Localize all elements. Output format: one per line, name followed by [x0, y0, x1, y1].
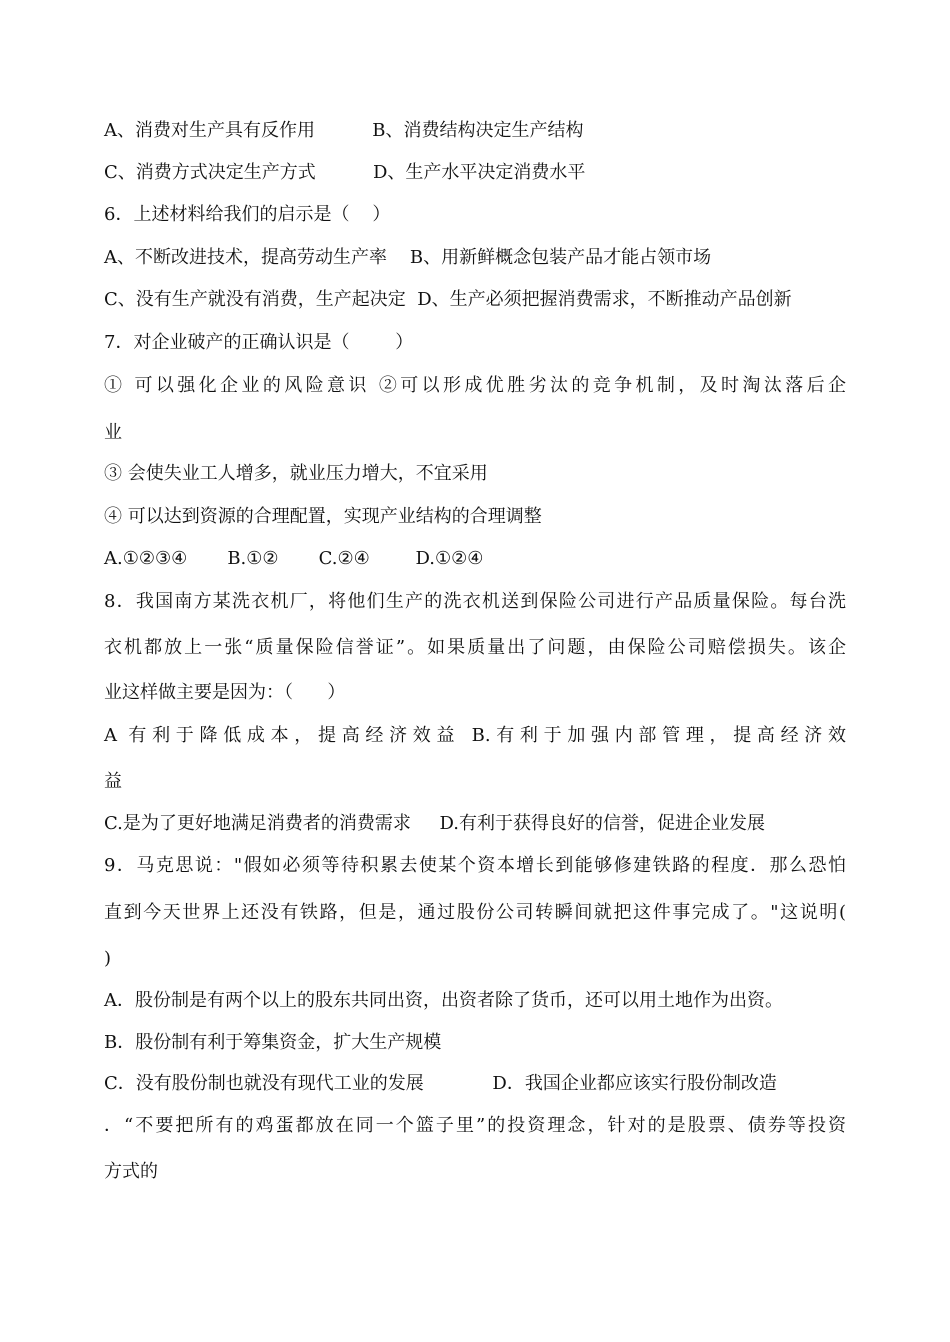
question-8-line3: 业这样做主要是因为：（ ） [104, 682, 346, 703]
question-7: 7．对企业破产的正确认识是（ ） [104, 332, 414, 353]
question-9-line3: ) [104, 948, 112, 969]
question-9-line2: 直到今天世界上还没有铁路，但是，通过股份公司转瞬间就把这件事完成了。"这说明( [104, 902, 846, 923]
option-line-6b: C、没有生产就没有消费，生产起决定 D、生产必须把握消费需求，不断推动产品创新 [104, 289, 792, 310]
question-8-line2: 衣机都放上一张“质量保险信誉证”。如果质量出了问题，由保险公司赔偿损失。该企 [104, 637, 846, 658]
question-9-line1: 9．马克思说："假如必须等待积累去使某个资本增长到能够修建铁路的程度．那么恐怕 [104, 855, 846, 876]
statement-7-3: ③ 会使失业工人增多，就业压力增大，不宜采用 [104, 463, 488, 484]
option-line-5a: A、消费对生产具有反作用 B、消费结构决定生产结构 [104, 120, 584, 141]
question-10-line1: ．“不要把所有的鸡蛋都放在同一个篮子里”的投资理念，针对的是股票、债券等投资 [104, 1115, 846, 1136]
statement-7-wrap: 业 [104, 422, 122, 443]
question-10-line2: 方式的 [104, 1161, 158, 1182]
option-line-6a: A、不断改进技术，提高劳动生产率 B、用新鲜概念包装产品才能占领市场 [104, 247, 712, 268]
options-7: A.①②③④ B.①② C.②④ D.①②④ [104, 548, 484, 569]
option-9a: A．股份制是有两个以上的股东共同出资，出资者除了货币，还可以用土地作为出资。 [104, 990, 783, 1011]
question-6: 6．上述材料给我们的启示是（ ） [104, 204, 391, 225]
option-line-5b: C、消费方式决定生产方式 D、生产水平决定消费水平 [104, 162, 586, 183]
option-line-8-wrap: 益 [104, 771, 122, 792]
question-8-line1: 8．我国南方某洗衣机厂，将他们生产的洗衣机送到保险公司进行产品质量保险。每台洗 [104, 591, 846, 612]
statement-7-1-2: ① 可以强化企业的风险意识 ②可以形成优胜劣汰的竞争机制，及时淘汰落后企 [104, 375, 846, 396]
option-line-8a: A 有利于降低成本，提高经济效益 B.有利于加强内部管理，提高经济效 [104, 725, 846, 746]
option-line-9cd: C．没有股份制也就没有现代工业的发展 D．我国企业都应该实行股份制改造 [104, 1073, 777, 1094]
option-line-8b: C.是为了更好地满足消费者的消费需求 D.有利于获得良好的信誉，促进企业发展 [104, 813, 765, 834]
statement-7-4: ④ 可以达到资源的合理配置，实现产业结构的合理调整 [104, 506, 542, 527]
option-9b: B．股份制有利于筹集资金，扩大生产规模 [104, 1032, 442, 1053]
